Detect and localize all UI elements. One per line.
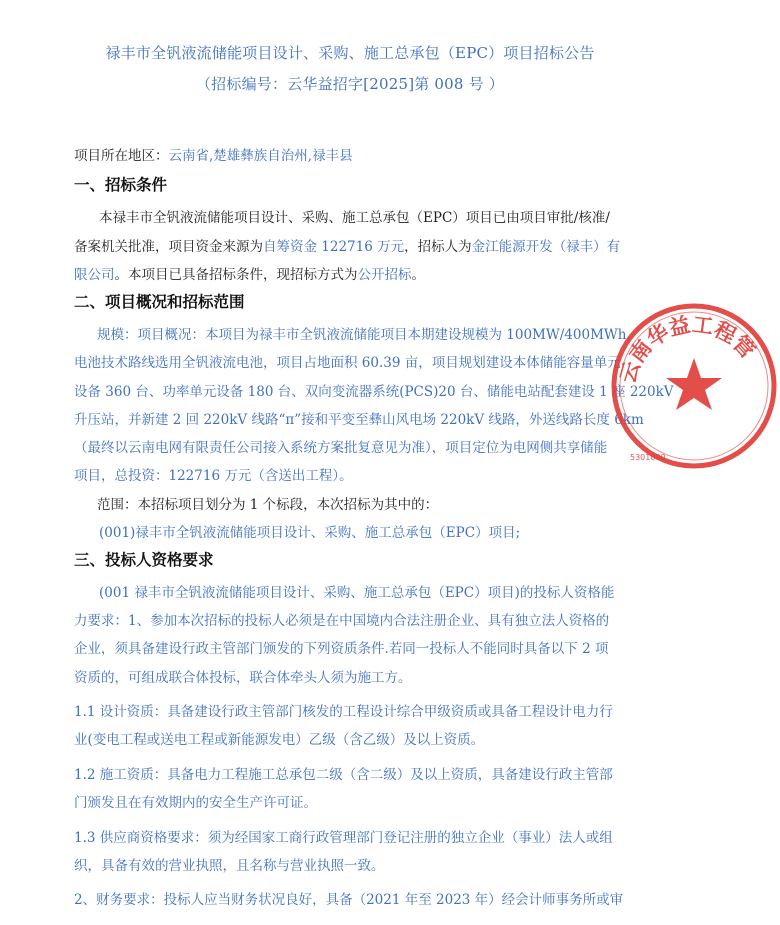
section2-line: 电池技术路线选用全钒液流电池，项目占地面积 60.39 亩，项目规划建设本体储能容量单元 <box>74 355 621 371</box>
seal-text: 云南华益工程管 <box>614 311 761 386</box>
lot-text: (001)禄丰市全钒液流储能项目设计、采购、施工总承包（EPC）项目; <box>99 525 521 541</box>
section3-line: 业(变电工程或送电工程或新能源发电）乙级（含乙级）及以上资质。 <box>74 732 485 748</box>
seal-code: 5301000 <box>630 453 666 462</box>
scope-text: 范围：本招标项目划分为 1 个标段，本次招标为其中的： <box>97 497 439 513</box>
section3-line: 1.3 供应商资格要求：须为经国家工商行政管理部门登记注册的独立企业（事业）法人或组 <box>74 830 613 846</box>
section3-line: 力要求：1、参加本次招标的投标人必须是在中国境内合法注册企业、具有独立法人资格的 <box>74 613 610 629</box>
seal-star-icon <box>666 358 722 410</box>
section3-line: 企业，须具备建设行政主管部门颁发的下列资质条件.若同一投标人不能同时具备以下 2 项 <box>74 641 609 657</box>
section2-heading: 二、项目概况和招标范围 <box>74 292 245 311</box>
section2-line: 规模：项目概况：本项目为禄丰市全钒液流储能项目本期建设规模为 100MW/400MWh， <box>97 327 640 343</box>
section3-line: (001 禄丰市全钒液流储能项目设计、采购、施工总承包（EPC）项目)的投标人资格能 <box>99 585 615 601</box>
project-location <box>74 144 353 164</box>
section2-line: 设备 360 台、功率单元设备 180 台、双向变流器系统(PCS)20 台、储能电站配套建设 1 座 220kV <box>74 384 674 400</box>
section3-line: 门颁发且在有效期内的安全生产许可证。 <box>74 795 317 811</box>
section3-line: 资质的，可组成联合体投标，联合体牵头人须为施工方。 <box>74 670 412 686</box>
section1-line1: 本禄丰市全钒液流储能项目设计、采购、施工总承包（EPC）项目已由项目审批/核准/ <box>99 210 610 226</box>
section1-line3: 限公司。本项目已具备招标条件，现招标方式为公开招标。 <box>74 267 425 283</box>
company-seal-stamp <box>608 300 780 472</box>
section3-line: 1.1 设计资质：具备建设行政主管部门核发的工程设计综合甲级资质或具备工程设计电力行 <box>74 704 613 720</box>
location-value: 云南省,楚雄彝族自治州,禄丰县 <box>168 148 353 164</box>
section3-line: 织，具备有效的营业执照，且名称与营业执照一致。 <box>74 858 385 874</box>
section3-line: 1.2 施工资质：具备电力工程施工总承包二级（含二级）及以上资质，具备建设行政主管部 <box>74 767 613 783</box>
section2-line: （最终以云南电网有限责任公司接入系统方案批复意见为准），项目定位为电网侧共享储能 <box>74 440 608 456</box>
section1-heading: 一、招标条件 <box>74 175 168 194</box>
tender-number: （招标编号：云华益招字[2025]第 008 号 ） <box>195 75 504 93</box>
document-title: 禄丰市全钒液流储能项目设计、采购、施工总承包（EPC）项目招标公告 <box>105 44 595 62</box>
location-label: 项目所在地区： <box>74 148 169 164</box>
section2-line: 升压站，并新建 2 回 220kV 线路“π”接和平变至彝山风电场 220kV 线路，外送线路长度 6km <box>74 412 644 428</box>
section3-heading: 三、投标人资格要求 <box>74 550 214 569</box>
section2-line: 项目，总投资：122716 万元（含送出工程）。 <box>74 468 353 484</box>
section1-line2: 备案机关批准，项目资金来源为自筹资金 122716 万元，招标人为金江能源开发（禄丰）有 <box>74 239 621 255</box>
section3-line: 2、财务要求：投标人应当财务状况良好，具备（2021 年至 2023 年）经会计师事务所或审 <box>74 892 624 908</box>
